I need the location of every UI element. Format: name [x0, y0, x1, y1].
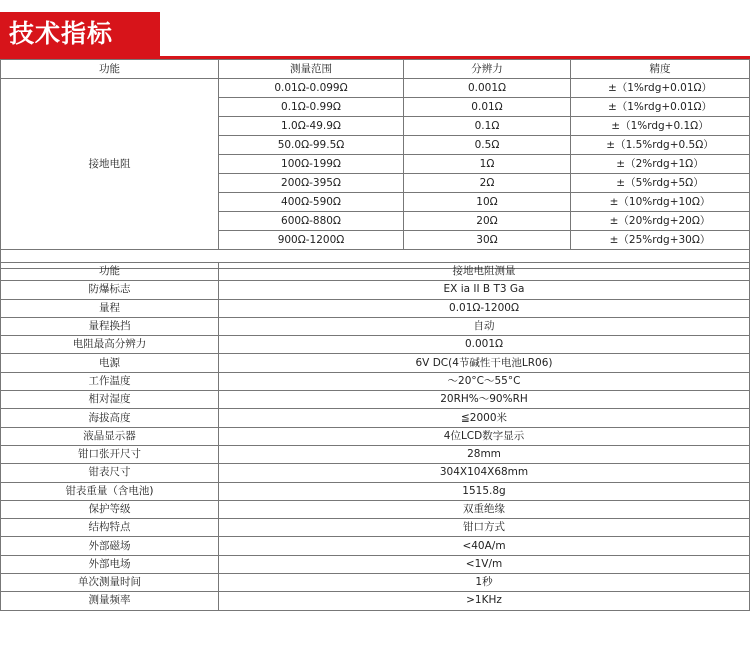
header-function: 功能 — [1, 60, 219, 79]
spec-label: 钳表尺寸 — [1, 464, 219, 482]
accuracy-cell: ±（1%rdg+0.01Ω） — [571, 98, 750, 117]
measurement-range-table — [0, 59, 750, 269]
table-row — [1, 464, 750, 482]
accuracy-cell: ±（5%rdg+5Ω） — [571, 174, 750, 193]
spec-label: 电源 — [1, 354, 219, 372]
spec-label: 功能 — [1, 263, 219, 281]
spec-label: 结构特点 — [1, 519, 219, 537]
spec-value: 20RH%～90%RH — [219, 391, 750, 409]
table-row — [1, 79, 750, 98]
resolution-cell: 1Ω — [404, 155, 571, 174]
spec-value: 1515.8g — [219, 482, 750, 500]
table-row — [1, 354, 750, 372]
table-row — [1, 391, 750, 409]
spec-label: 钳表重量（含电池) — [1, 482, 219, 500]
specification-table — [0, 262, 750, 611]
table-row — [1, 299, 750, 317]
table-row — [1, 500, 750, 518]
spec-label: 防爆标志 — [1, 281, 219, 299]
range-cell: 1.0Ω-49.9Ω — [219, 117, 404, 136]
spec-label: 相对湿度 — [1, 391, 219, 409]
spec-value: 1秒 — [219, 574, 750, 592]
spec-label: 电阻最高分辨力 — [1, 336, 219, 354]
spec-value: <40A/m — [219, 537, 750, 555]
spec-label: 单次测量时间 — [1, 574, 219, 592]
header-range: 测量范围 — [219, 60, 404, 79]
accuracy-cell: ±（1.5%rdg+0.5Ω） — [571, 136, 750, 155]
spec-label: 量程换挡 — [1, 317, 219, 335]
spec-value: 双重绝缘 — [219, 500, 750, 518]
range-cell: 0.1Ω-0.99Ω — [219, 98, 404, 117]
section-title: 技术指标 — [0, 12, 160, 56]
spec-value: >1KHz — [219, 592, 750, 610]
range-cell: 200Ω-395Ω — [219, 174, 404, 193]
spec-value: ～20°C～55°C — [219, 372, 750, 390]
table-row — [1, 409, 750, 427]
spec-value: 28mm — [219, 445, 750, 463]
header-resolution: 分辨力 — [404, 60, 571, 79]
table-row — [1, 482, 750, 500]
table-row — [1, 281, 750, 299]
table-row — [1, 574, 750, 592]
spec-label: 钳口张开尺寸 — [1, 445, 219, 463]
table-row — [1, 317, 750, 335]
table-row — [1, 263, 750, 281]
spec-label: 液晶显示器 — [1, 427, 219, 445]
table-row — [1, 555, 750, 573]
spec-value: 6V DC(4节碱性干电池LR06) — [219, 354, 750, 372]
spec-value: ≦2000米 — [219, 409, 750, 427]
resolution-cell: 20Ω — [404, 212, 571, 231]
table-row — [1, 445, 750, 463]
spec-label: 保护等级 — [1, 500, 219, 518]
resolution-cell: 2Ω — [404, 174, 571, 193]
table-row — [1, 427, 750, 445]
accuracy-cell: ±（1%rdg+0.01Ω） — [571, 79, 750, 98]
accuracy-cell: ±（1%rdg+0.1Ω） — [571, 117, 750, 136]
spec-value: 4位LCD数字显示 — [219, 427, 750, 445]
table-row — [1, 519, 750, 537]
range-cell: 600Ω-880Ω — [219, 212, 404, 231]
spec-value: 304X104X68mm — [219, 464, 750, 482]
resolution-cell: 0.001Ω — [404, 79, 571, 98]
spec-label: 工作温度 — [1, 372, 219, 390]
range-cell: 400Ω-590Ω — [219, 193, 404, 212]
table-row — [1, 372, 750, 390]
header-accuracy: 精度 — [571, 60, 750, 79]
table-header-row — [1, 60, 750, 79]
accuracy-cell: ±（25%rdg+30Ω） — [571, 231, 750, 250]
table-row — [1, 592, 750, 610]
table-row — [1, 336, 750, 354]
accuracy-cell: ±（20%rdg+20Ω） — [571, 212, 750, 231]
spec-value: 接地电阻测量 — [219, 263, 750, 281]
spec-value: EX ia II B T3 Ga — [219, 281, 750, 299]
spec-label: 量程 — [1, 299, 219, 317]
resolution-cell: 10Ω — [404, 193, 571, 212]
range-cell: 50.0Ω-99.5Ω — [219, 136, 404, 155]
resolution-cell: 0.1Ω — [404, 117, 571, 136]
spec-label: 海拔高度 — [1, 409, 219, 427]
spec-label: 测量频率 — [1, 592, 219, 610]
spec-label: 外部电场 — [1, 555, 219, 573]
accuracy-cell: ±（10%rdg+10Ω） — [571, 193, 750, 212]
range-cell: 0.01Ω-0.099Ω — [219, 79, 404, 98]
resolution-cell: 0.01Ω — [404, 98, 571, 117]
spec-table-body — [1, 263, 750, 611]
spec-value: 0.01Ω-1200Ω — [219, 299, 750, 317]
resolution-cell: 0.5Ω — [404, 136, 571, 155]
range-cell: 100Ω-199Ω — [219, 155, 404, 174]
range-cell: 900Ω-1200Ω — [219, 231, 404, 250]
spec-value: 钳口方式 — [219, 519, 750, 537]
spec-label: 外部磁场 — [1, 537, 219, 555]
accuracy-cell: ±（2%rdg+1Ω） — [571, 155, 750, 174]
spec-value: 自动 — [219, 317, 750, 335]
function-cell: 接地电阻 — [1, 79, 219, 250]
spec-value: 0.001Ω — [219, 336, 750, 354]
spec-value: <1V/m — [219, 555, 750, 573]
table-row — [1, 537, 750, 555]
resolution-cell: 30Ω — [404, 231, 571, 250]
